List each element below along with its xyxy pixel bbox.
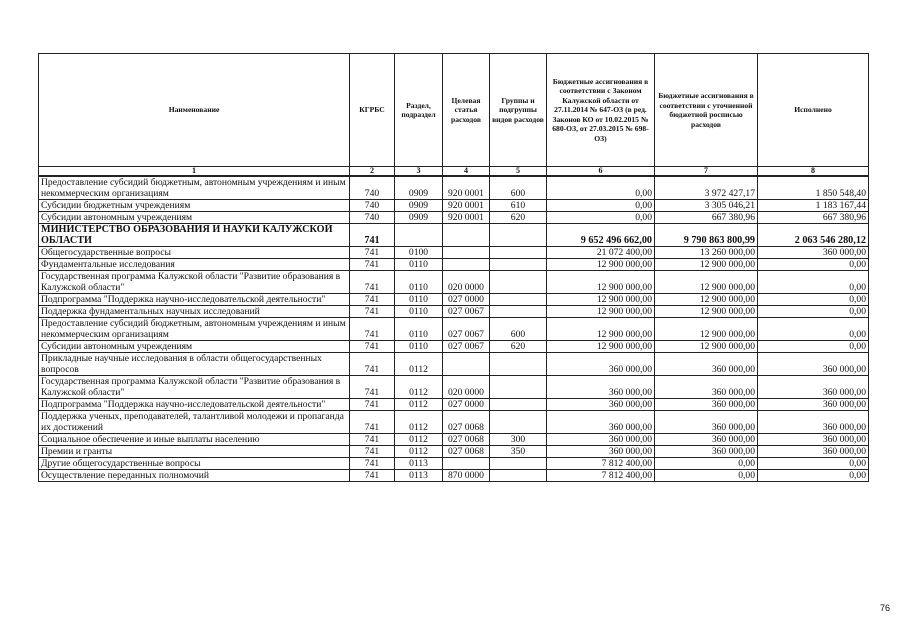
- table-row: [39, 176, 869, 200]
- row-law-amount: 360 000,00: [547, 399, 655, 411]
- row-law-amount: 360 000,00: [547, 376, 655, 399]
- row-refined-amount: 360 000,00: [655, 434, 758, 446]
- row-law-amount: 12 900 000,00: [547, 318, 655, 341]
- row-refined-amount: 12 900 000,00: [655, 271, 758, 294]
- column-number: 1: [39, 167, 350, 177]
- row-group: [490, 271, 547, 294]
- row-law-amount: 7 812 400,00: [547, 458, 655, 470]
- row-target: 020 0000: [443, 376, 490, 399]
- row-target: 920 0001: [443, 200, 490, 212]
- row-section: 0112: [395, 411, 443, 434]
- row-kgrbs: 740: [350, 212, 395, 224]
- row-executed-amount: 360 000,00: [758, 434, 869, 446]
- row-name: Предоставление субсидий бюджетным, автономным учреждениям и иным некоммерческим организациям: [39, 176, 350, 200]
- row-executed-amount: 0,00: [758, 306, 869, 318]
- row-kgrbs: 741: [350, 271, 395, 294]
- row-law-amount: 360 000,00: [547, 411, 655, 434]
- row-group: [490, 399, 547, 411]
- row-name: Государственная программа Калужской области "Развитие образования в Калужской области": [39, 271, 350, 294]
- col-header-refined: Бюджетные ассигнования в соответствии с уточненной бюджетной росписью расходов: [655, 54, 758, 167]
- row-name: Подпрограмма "Поддержка научно-исследовательской деятельности": [39, 399, 350, 411]
- row-refined-amount: 360 000,00: [655, 376, 758, 399]
- row-section: 0113: [395, 470, 443, 482]
- column-number: 7: [655, 167, 758, 177]
- row-law-amount: 0,00: [547, 212, 655, 224]
- row-refined-amount: 12 900 000,00: [655, 294, 758, 306]
- row-executed-amount: 360 000,00: [758, 353, 869, 376]
- row-refined-amount: 3 305 046,21: [655, 200, 758, 212]
- row-refined-amount: 0,00: [655, 470, 758, 482]
- table-row: [39, 353, 869, 376]
- row-target: 027 0000: [443, 294, 490, 306]
- row-law-amount: 12 900 000,00: [547, 271, 655, 294]
- row-executed-amount: 0,00: [758, 294, 869, 306]
- row-kgrbs: 741: [350, 458, 395, 470]
- row-law-amount: 360 000,00: [547, 353, 655, 376]
- column-number: 6: [547, 167, 655, 177]
- row-name: Государственная программа Калужской области "Развитие образования в Калужской области": [39, 376, 350, 399]
- col-header-name: Наименование: [39, 54, 350, 167]
- row-group: [490, 411, 547, 434]
- column-number: 5: [490, 167, 547, 177]
- row-target: 020 0000: [443, 271, 490, 294]
- row-section: [395, 224, 443, 247]
- row-target: [443, 247, 490, 259]
- table-row: [39, 306, 869, 318]
- row-group: [490, 376, 547, 399]
- row-kgrbs: 741: [350, 399, 395, 411]
- row-target: [443, 224, 490, 247]
- row-section: 0112: [395, 434, 443, 446]
- row-target: 027 0000: [443, 399, 490, 411]
- row-law-amount: 360 000,00: [547, 446, 655, 458]
- table-row: [39, 271, 869, 294]
- row-name: Подпрограмма "Поддержка научно-исследовательской деятельности": [39, 294, 350, 306]
- row-group: [490, 458, 547, 470]
- row-name: Фундаментальные исследования: [39, 259, 350, 271]
- table-row: [39, 294, 869, 306]
- row-section: 0909: [395, 200, 443, 212]
- row-name: Социальное обеспечение и иные выплаты населению: [39, 434, 350, 446]
- row-target: [443, 353, 490, 376]
- row-group: 600: [490, 176, 547, 200]
- col-header-kgrbs: КГРБС: [350, 54, 395, 167]
- row-name: Осуществление переданных полномочий: [39, 470, 350, 482]
- row-group: [490, 470, 547, 482]
- row-refined-amount: 360 000,00: [655, 353, 758, 376]
- row-group: 350: [490, 446, 547, 458]
- row-kgrbs: 741: [350, 247, 395, 259]
- page-number: 76: [880, 603, 891, 613]
- row-kgrbs: 741: [350, 376, 395, 399]
- header-row: [39, 54, 869, 167]
- table-row: [39, 399, 869, 411]
- table-row: [39, 376, 869, 399]
- row-kgrbs: 741: [350, 341, 395, 353]
- row-executed-amount: 0,00: [758, 318, 869, 341]
- row-kgrbs: 741: [350, 470, 395, 482]
- row-refined-amount: 12 900 000,00: [655, 259, 758, 271]
- table-row: [39, 200, 869, 212]
- row-kgrbs: 741: [350, 446, 395, 458]
- row-target: 027 0068: [443, 434, 490, 446]
- row-kgrbs: 741: [350, 294, 395, 306]
- row-refined-amount: 667 380,96: [655, 212, 758, 224]
- row-executed-amount: 360 000,00: [758, 446, 869, 458]
- column-number: 4: [443, 167, 490, 177]
- row-target: 870 0000: [443, 470, 490, 482]
- row-section: 0110: [395, 318, 443, 341]
- col-header-section: Раздел, подраздел: [395, 54, 443, 167]
- row-target: 027 0067: [443, 318, 490, 341]
- row-group: 610: [490, 200, 547, 212]
- row-target: [443, 259, 490, 271]
- row-refined-amount: 9 790 863 800,99: [655, 224, 758, 247]
- row-executed-amount: 0,00: [758, 341, 869, 353]
- row-target: 027 0067: [443, 306, 490, 318]
- row-law-amount: 0,00: [547, 176, 655, 200]
- row-group: [490, 353, 547, 376]
- row-group: [490, 224, 547, 247]
- row-group: 620: [490, 341, 547, 353]
- row-law-amount: 21 072 400,00: [547, 247, 655, 259]
- row-name: Субсидии автономным учреждениям: [39, 212, 350, 224]
- row-executed-amount: 360 000,00: [758, 247, 869, 259]
- row-name: Поддержка ученых, преподавателей, талантливой молодежи и пропаганда их достижений: [39, 411, 350, 434]
- row-section: 0113: [395, 458, 443, 470]
- row-kgrbs: 741: [350, 411, 395, 434]
- row-section: 0110: [395, 294, 443, 306]
- row-section: 0112: [395, 353, 443, 376]
- row-section: 0110: [395, 341, 443, 353]
- row-law-amount: 12 900 000,00: [547, 341, 655, 353]
- row-name: Поддержка фундаментальных научных исследований: [39, 306, 350, 318]
- row-executed-amount: 2 063 546 280,12: [758, 224, 869, 247]
- row-name: Премии и гранты: [39, 446, 350, 458]
- row-law-amount: 7 812 400,00: [547, 470, 655, 482]
- row-section: 0112: [395, 376, 443, 399]
- row-executed-amount: 1 183 167,44: [758, 200, 869, 212]
- row-name: Субсидии бюджетным учреждениям: [39, 200, 350, 212]
- row-refined-amount: 12 900 000,00: [655, 341, 758, 353]
- row-target: 027 0068: [443, 411, 490, 434]
- row-law-amount: 360 000,00: [547, 434, 655, 446]
- row-section: 0110: [395, 306, 443, 318]
- row-refined-amount: 3 972 427,17: [655, 176, 758, 200]
- row-law-amount: 9 652 496 662,00: [547, 224, 655, 247]
- row-refined-amount: 360 000,00: [655, 411, 758, 434]
- row-group: [490, 247, 547, 259]
- table-body: [39, 176, 869, 482]
- table-row: [39, 411, 869, 434]
- row-refined-amount: 0,00: [655, 458, 758, 470]
- row-name: МИНИСТЕРСТВО ОБРАЗОВАНИЯ И НАУКИ КАЛУЖСКОЙ ОБЛАСТИ: [39, 224, 350, 247]
- row-executed-amount: 360 000,00: [758, 399, 869, 411]
- row-section: 0112: [395, 399, 443, 411]
- row-refined-amount: 12 900 000,00: [655, 306, 758, 318]
- table-row: [39, 470, 869, 482]
- row-name: Предоставление субсидий бюджетным, автономным учреждениям и иным некоммерческим организациям: [39, 318, 350, 341]
- column-number-row: [39, 167, 869, 177]
- row-executed-amount: 667 380,96: [758, 212, 869, 224]
- row-kgrbs: 741: [350, 259, 395, 271]
- row-law-amount: 12 900 000,00: [547, 306, 655, 318]
- row-section: 0110: [395, 259, 443, 271]
- row-refined-amount: 13 260 000,00: [655, 247, 758, 259]
- row-name: Субсидии автономным учреждениям: [39, 341, 350, 353]
- row-section: 0100: [395, 247, 443, 259]
- row-law-amount: 0,00: [547, 200, 655, 212]
- row-kgrbs: 741: [350, 224, 395, 247]
- row-refined-amount: 360 000,00: [655, 399, 758, 411]
- budget-table: [38, 53, 869, 482]
- row-group: 600: [490, 318, 547, 341]
- column-number: 8: [758, 167, 869, 177]
- row-refined-amount: 360 000,00: [655, 446, 758, 458]
- row-kgrbs: 740: [350, 200, 395, 212]
- col-header-law: Бюджетные ассигнования в соответствии с Законом Калужской области от 27.11.2014 № 647-ОЗ (в ред. Законов КО от 10.02.2015 № 680-ОЗ, от 27.03.2015 № 698-ОЗ): [547, 54, 655, 167]
- row-executed-amount: 0,00: [758, 259, 869, 271]
- row-law-amount: 12 900 000,00: [547, 259, 655, 271]
- row-group: 620: [490, 212, 547, 224]
- row-target: 920 0001: [443, 212, 490, 224]
- row-section: 0909: [395, 176, 443, 200]
- table-row: [39, 318, 869, 341]
- column-number: 2: [350, 167, 395, 177]
- row-group: 300: [490, 434, 547, 446]
- row-executed-amount: 360 000,00: [758, 411, 869, 434]
- row-name: Другие общегосударственные вопросы: [39, 458, 350, 470]
- column-number: 3: [395, 167, 443, 177]
- row-kgrbs: 741: [350, 306, 395, 318]
- table-row: [39, 434, 869, 446]
- row-group: [490, 306, 547, 318]
- row-executed-amount: 1 850 548,40: [758, 176, 869, 200]
- row-group: [490, 259, 547, 271]
- row-group: [490, 294, 547, 306]
- row-executed-amount: 0,00: [758, 470, 869, 482]
- row-executed-amount: 0,00: [758, 271, 869, 294]
- row-target: 920 0001: [443, 176, 490, 200]
- row-section: 0110: [395, 271, 443, 294]
- table-row: [39, 259, 869, 271]
- table-row: [39, 212, 869, 224]
- row-refined-amount: 12 900 000,00: [655, 318, 758, 341]
- table-row: [39, 224, 869, 247]
- row-target: [443, 458, 490, 470]
- row-executed-amount: 360 000,00: [758, 376, 869, 399]
- row-kgrbs: 740: [350, 176, 395, 200]
- row-target: 027 0067: [443, 341, 490, 353]
- row-name: Общегосударственные вопросы: [39, 247, 350, 259]
- col-header-target: Целевая статья расходов: [443, 54, 490, 167]
- col-header-executed: Исполнено: [758, 54, 869, 167]
- row-kgrbs: 741: [350, 353, 395, 376]
- row-section: 0909: [395, 212, 443, 224]
- table-row: [39, 247, 869, 259]
- row-law-amount: 12 900 000,00: [547, 294, 655, 306]
- table-row: [39, 341, 869, 353]
- col-header-group: Группы и подгруппы видов расходов: [490, 54, 547, 167]
- table-row: [39, 458, 869, 470]
- row-target: 027 0068: [443, 446, 490, 458]
- row-kgrbs: 741: [350, 318, 395, 341]
- row-executed-amount: 0,00: [758, 458, 869, 470]
- table-row: [39, 446, 869, 458]
- row-name: Прикладные научные исследования в области общегосударственных вопросов: [39, 353, 350, 376]
- row-section: 0112: [395, 446, 443, 458]
- row-kgrbs: 741: [350, 434, 395, 446]
